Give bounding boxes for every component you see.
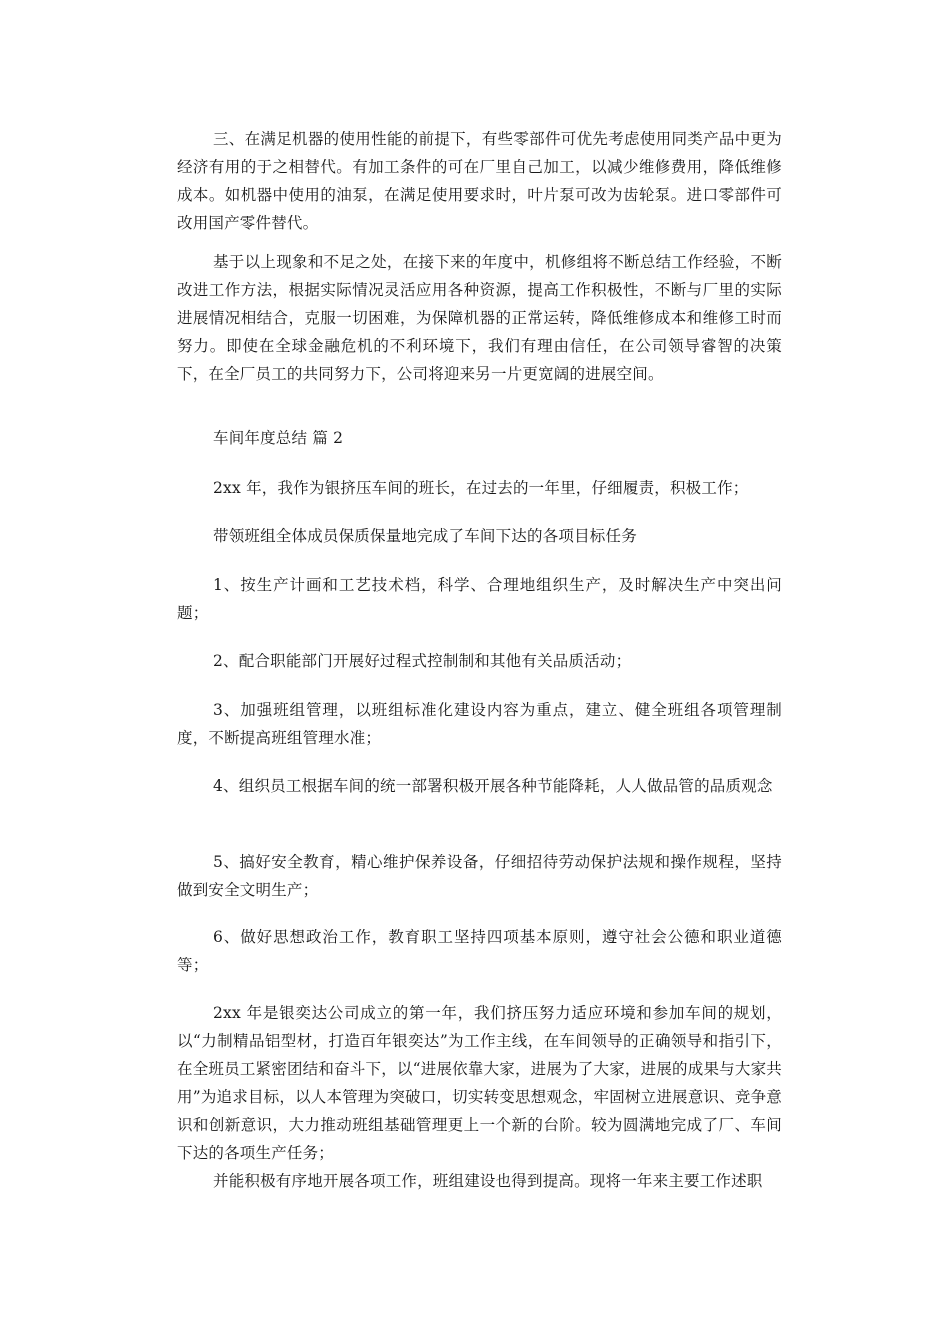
- paragraph-closing: 并能积极有序地开展各项工作，班组建设也得到提高。现将一年来主要工作述职: [213, 1172, 763, 1190]
- list-item-1: 1、按生产计画和工艺技术档，科学、合理地组织生产，及时解决生产中突出问题；: [177, 576, 782, 622]
- paragraph-intro-continued: 带领班组全体成员保质保量地完成了车间下达的各项目标任务: [213, 527, 637, 545]
- list-item-4: 4、组织员工根据车间的统一部署积极开展各种节能降耗，人人做品管的品质观念: [213, 777, 773, 795]
- list-item-2: 2、配合职能部门开展好过程式控制制和其他有关品质活动；: [213, 652, 632, 670]
- paragraph-future-plan: 基于以上现象和不足之处，在接下来的年度中，机修组将不断总结工作经验，不断改进工作方法，根据实际情况灵活应用各种资源，提高工作积极性，不断与厂里的实际进展情况相结合，克服一切困难，为保障机器的正常运转，降低维修成本和维修工时而努力。即使在全球金融危机的不利环境下，我们有理由信任，在公司领导睿智的决策下，在全厂员工的共同努力下，公司将迎来另一片更宽阔的进展空间。: [177, 253, 782, 383]
- paragraph-parts-substitution: 三、在满足机器的使用性能的前提下，有些零部件可优先考虑使用同类产品中更为经济有用的于之相替代。有加工条件的可在厂里自己加工，以减少维修费用，降低维修成本。如机器中使用的油泵，在满足使用要求时，叶片泵可改为齿轮泵。进口零部件可改用国产零件替代。: [177, 130, 782, 232]
- list-item-6: 6、做好思想政治工作，教育职工坚持四项基本原则，遵守社会公德和职业道德等；: [177, 928, 782, 974]
- list-item-5: 5、搞好安全教育，精心维护保养设备，仔细招待劳动保护法规和操作规程，坚持做到安全文明生产；: [177, 853, 782, 899]
- paragraph-year-summary: 2xx 年是银奕达公司成立的第一年，我们挤压努力适应环境和参加车间的规划，以“力制精品铝型材，打造百年银奕达”为工作主线，在车间领导的正确领导和指引下，在全班员工紧密团结和奋斗下，以“进展依靠大家，进展为了大家，进展的成果与大家共用”为追求目标，以人本管理为突破口，切实转变思想观念，牢固树立进展意识、竞争意识和创新意识，大力推动班组基础管理更上一个新的台阶。较为圆满地完成了厂、车间下达的各项生产任务；: [177, 1004, 782, 1162]
- list-item-3: 3、加强班组管理，以班组标准化建设内容为重点，建立、健全班组各项管理制度，不断提高班组管理水准；: [177, 701, 782, 747]
- section-heading: 车间年度总结 篇 2: [213, 429, 344, 447]
- paragraph-intro: 2xx 年，我作为银挤压车间的班长，在过去的一年里，仔细履责，积极工作；: [213, 479, 749, 497]
